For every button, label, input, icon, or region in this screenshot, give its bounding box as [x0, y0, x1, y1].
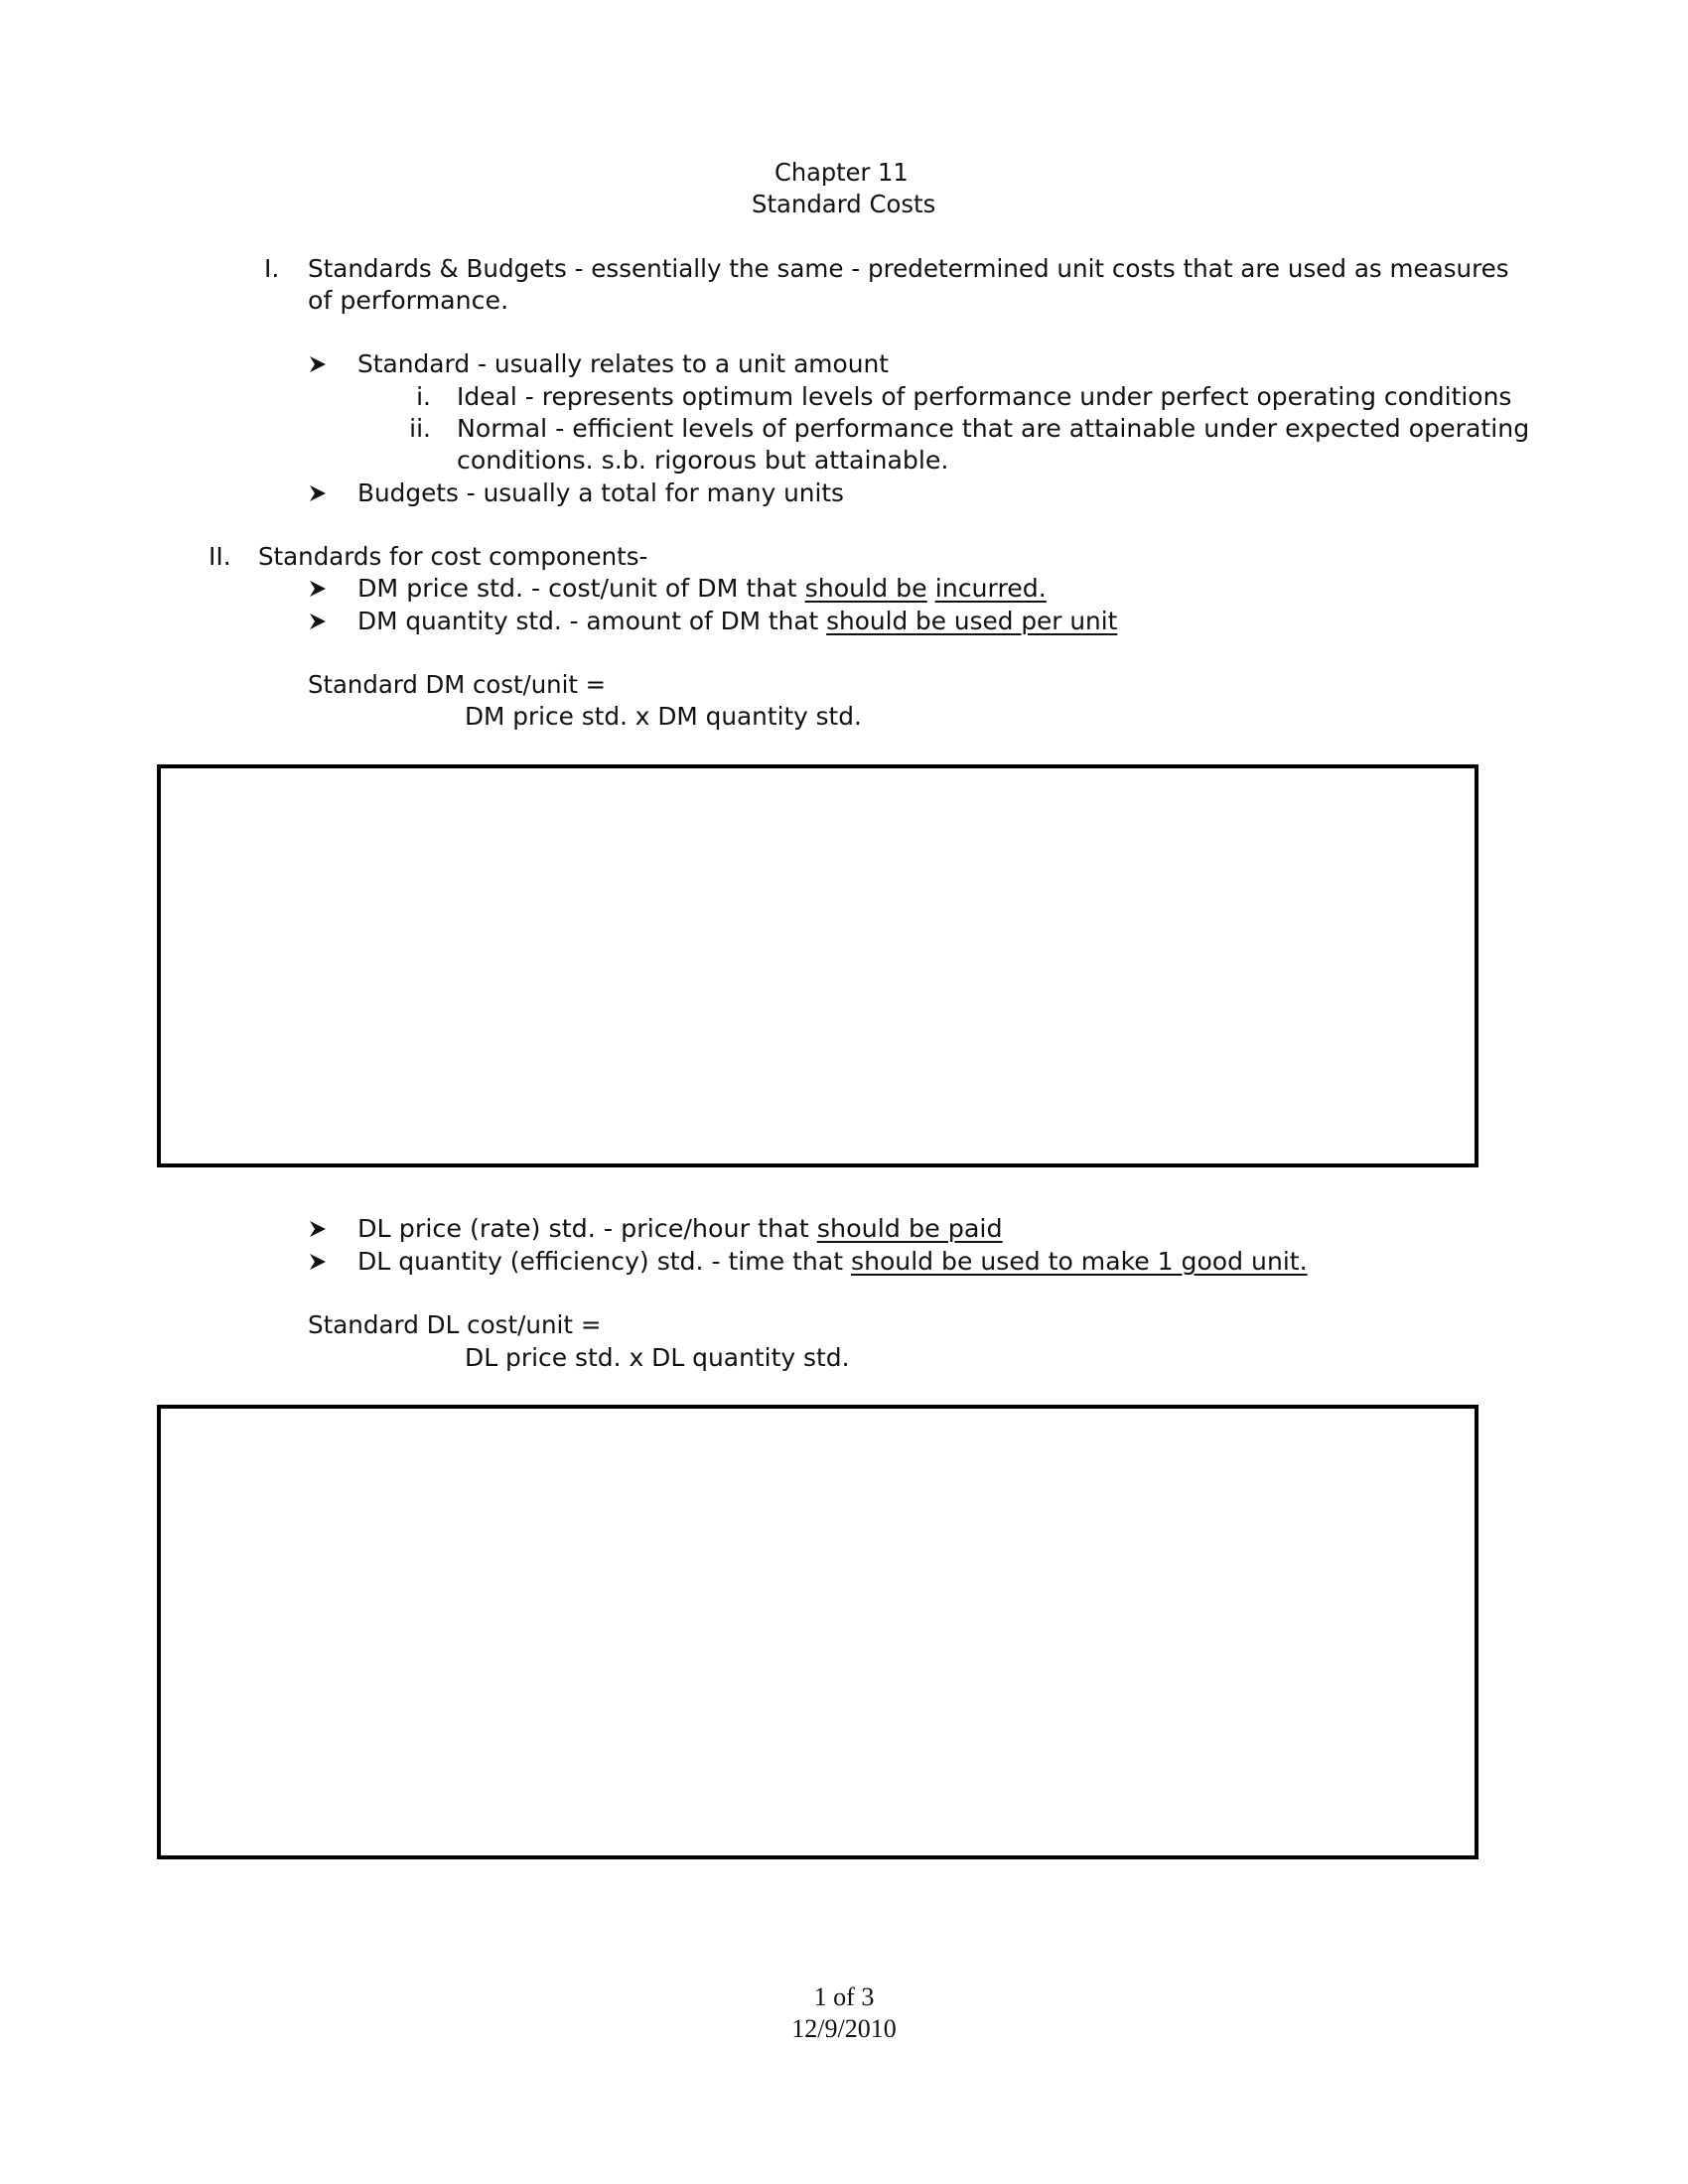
- chapter-heading: Chapter 11: [774, 158, 909, 187]
- subitem-marker-ii: ii.: [409, 414, 431, 443]
- dm-formula-label: Standard DM cost/unit =: [308, 670, 607, 699]
- dm-quantity-text: DM quantity std. - amount of DM that: [357, 607, 827, 635]
- subitem-normal-line2: conditions. s.b. rigorous but attainable.: [457, 446, 949, 475]
- arrow-bullet-icon: [309, 484, 327, 502]
- page-title: Standard Costs: [752, 190, 936, 218]
- bullet-standard: Standard - usually relates to a unit amount: [357, 349, 890, 378]
- bullet-dl-quantity: [357, 1247, 1308, 1277]
- section-marker-1: I.: [264, 254, 280, 283]
- section2-heading: Standards for cost components-: [258, 542, 648, 571]
- arrow-bullet-icon: [309, 355, 327, 373]
- subitem-ideal: Ideal - represents optimum levels of performance under perfect operating conditions: [457, 382, 1512, 411]
- section1-text-line1: Standards & Budgets - essentially the same - predetermined unit costs that are used as measures: [308, 254, 1509, 283]
- section-marker-2: II.: [209, 542, 231, 571]
- section1-text-line2: of performance.: [308, 286, 509, 315]
- dl-price-text: DL price (rate) std. - price/hour that: [357, 1214, 817, 1243]
- dm-quantity-underlined: should be used per unit: [826, 607, 1118, 635]
- dl-formula-expression: DL price std. x DL quantity std.: [465, 1343, 850, 1372]
- arrow-bullet-icon: [309, 1220, 327, 1238]
- bullet-budgets: Budgets - usually a total for many units: [357, 478, 844, 507]
- dm-answer-box: [157, 764, 1478, 1167]
- dm-formula-expression: DM price std. x DM quantity std.: [465, 702, 862, 731]
- dm-price-underlined-1: should be: [804, 574, 927, 603]
- bullet-dm-price: [357, 574, 1047, 604]
- dm-price-underlined-2: incurred.: [934, 574, 1047, 603]
- arrow-bullet-icon: [309, 1253, 327, 1271]
- subitem-normal-line1: Normal - efficient levels of performance that are attainable under expected operating: [457, 414, 1530, 443]
- bullet-dl-price: [357, 1214, 1003, 1244]
- dm-price-text: DM price std. - cost/unit of DM that: [357, 574, 805, 603]
- dl-quantity-underlined: should be used to make 1 good unit.: [851, 1247, 1308, 1276]
- dl-answer-box: [157, 1405, 1478, 1859]
- arrow-bullet-icon: [309, 613, 327, 630]
- dm-price-space: [927, 574, 935, 603]
- dl-price-underlined: should be paid: [816, 1214, 1003, 1243]
- subitem-marker-i: i.: [416, 382, 431, 411]
- dl-formula-label: Standard DL cost/unit =: [308, 1310, 602, 1339]
- footer-date: 12/9/2010: [791, 2014, 897, 2043]
- page-number: 1 of 3: [813, 1982, 875, 2011]
- arrow-bullet-icon: [309, 580, 327, 598]
- dl-quantity-text: DL quantity (efficiency) std. - time that: [357, 1247, 852, 1276]
- bullet-dm-quantity: [357, 607, 1117, 636]
